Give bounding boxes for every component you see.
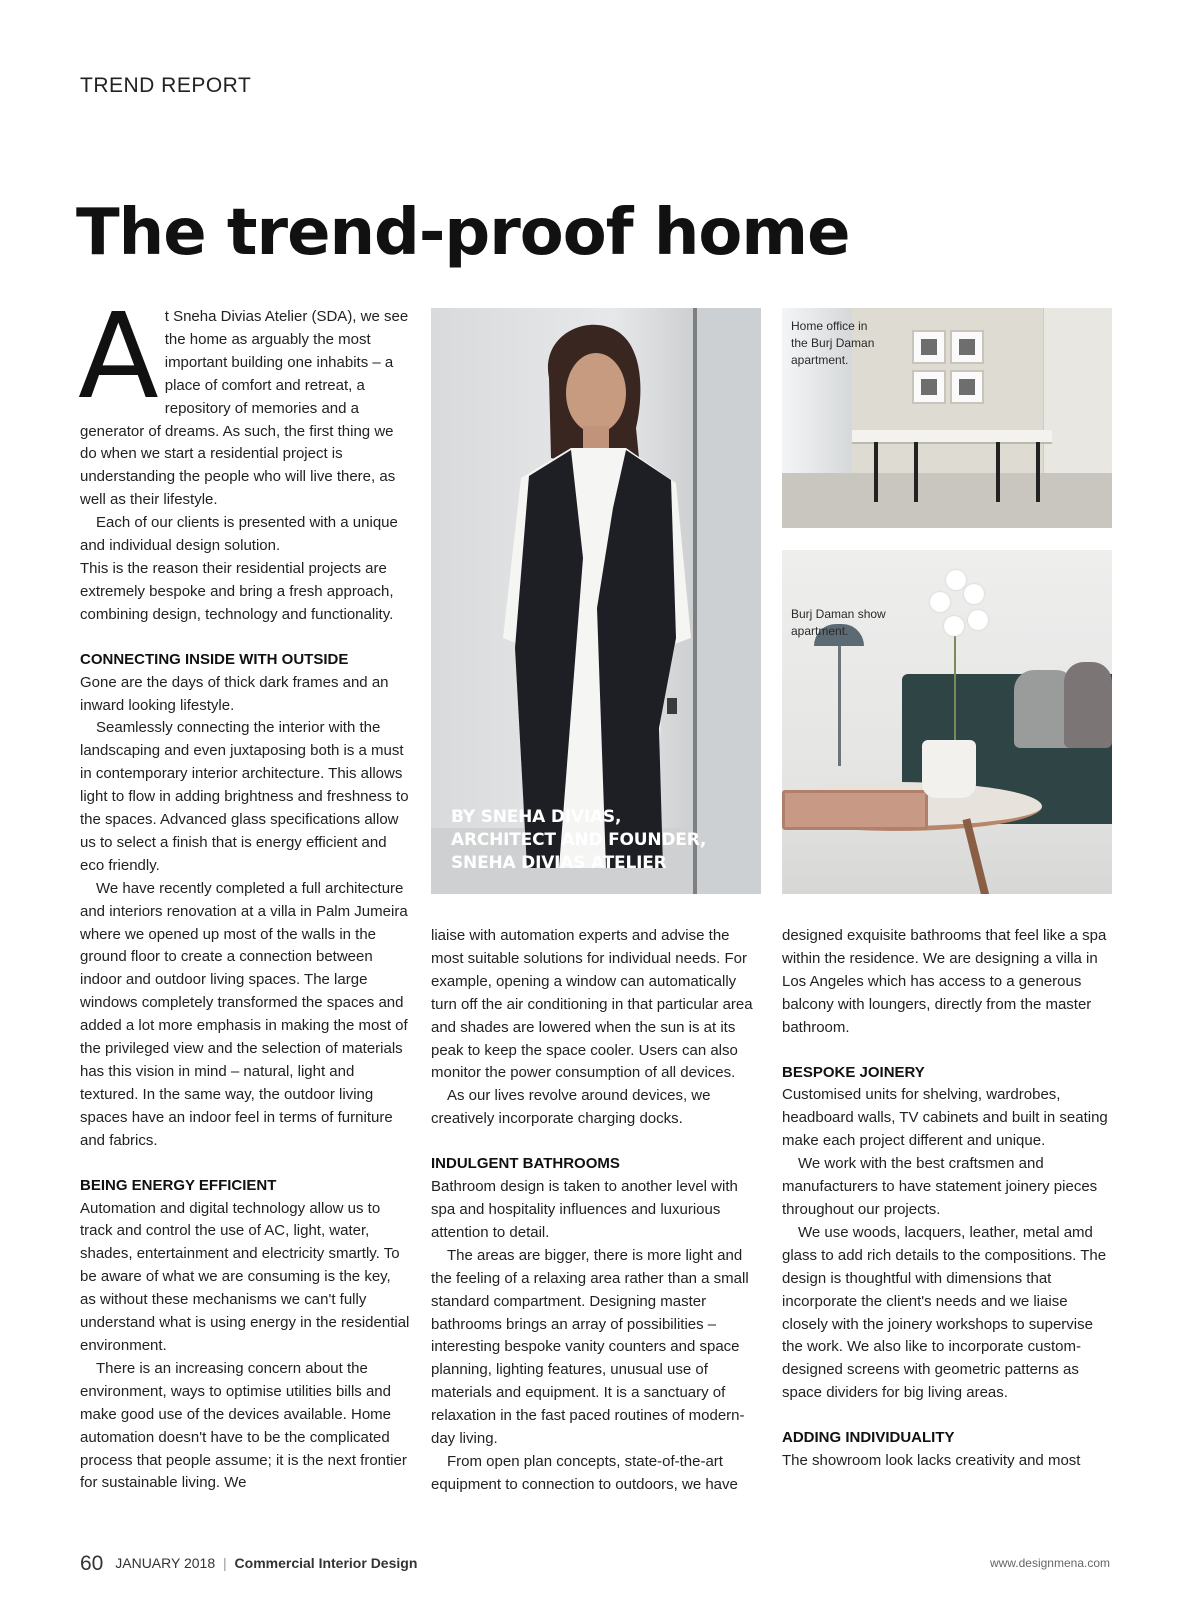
plant-pot bbox=[922, 740, 976, 798]
living-caption-line: apartment. bbox=[791, 624, 849, 638]
subheading-energy: BEING ENERGY EFFICIENT bbox=[80, 1176, 277, 1194]
paragraph: We have recently completed a full architecture and interiors renovation at a villa in Palm Jumeira where we opened up most of the walls in the ground floor to create a connection between indoor and outdoor living spaces. The large windows completely transformed the spaces and added a lot more emphasis in making the most of the privileged view and the selection of materials has this vision in mind – natural, light and textured. In the same way, the outdoor living spaces have an indoor feel in terms of furniture and fabrics. bbox=[80, 879, 408, 1149]
paragraph: Customised units for shelving, wardrobes, headboard walls, TV cabinets and built in seating make each project different and unique. bbox=[782, 1086, 1108, 1150]
wall-frame bbox=[912, 370, 946, 404]
article-title: The trend-proof home bbox=[76, 196, 850, 270]
intro-paragraph bbox=[78, 287, 410, 512]
paragraph: Gone are the days of thick dark frames and an inward looking lifestyle. bbox=[80, 673, 389, 714]
issue-date: JANUARY 2018 bbox=[115, 1555, 216, 1571]
magazine-name: Commercial Interior Design bbox=[234, 1555, 418, 1571]
wall-frame bbox=[950, 370, 984, 404]
tray-shape bbox=[782, 790, 928, 830]
portrait-caption-line: ARCHITECT AND FOUNDER, bbox=[451, 830, 707, 850]
office-caption-line: Home office in bbox=[791, 319, 868, 333]
orchid-flowers bbox=[916, 570, 996, 650]
wall-frame bbox=[950, 330, 984, 364]
paragraph: As our lives revolve around devices, we creatively incorporate charging docks. bbox=[431, 1087, 711, 1128]
footer-separator: | bbox=[223, 1555, 227, 1571]
drop-cap: A bbox=[78, 287, 159, 425]
text-column-1 bbox=[78, 287, 410, 1495]
text-column-3 bbox=[782, 925, 1112, 1473]
portrait-caption bbox=[451, 806, 706, 875]
paragraph: The areas are bigger, there is more light and the feeling of a relaxing area rather than a small standard compartment. Designing master bathrooms brings an array of possibilities – interesting bespoke vanity counters and space planning, lighting features, unusual use of materials and equipment. It is a sanctuary of relaxation in the fast paced routines of modern-day living. bbox=[431, 1246, 749, 1448]
paragraph: liaise with automation experts and advise the most suitable solutions for individual needs. For example, opening a window can automatically turn off the air conditioning in that particular area and shades are lowered when the sun is at its peak to keep the space cooler. Users can also monitor the power consumption of all devices. bbox=[431, 927, 753, 1082]
paragraph: We work with the best craftsmen and manufacturers to have statement joinery pieces throughout our projects. bbox=[782, 1155, 1098, 1218]
subheading-bathrooms: INDULGENT BATHROOMS bbox=[431, 1155, 620, 1173]
desk-leg bbox=[996, 442, 1040, 502]
paragraph: This is the reason their residential projects are extremely bespoke and bring a fresh approach, combining design, technology and functionality. bbox=[80, 559, 394, 623]
desk-leg bbox=[874, 442, 918, 502]
table-leg bbox=[962, 818, 989, 894]
paragraph: designed exquisite bathrooms that feel like a spa within the residence. We are designing a villa in Los Angeles which has access to a generous balcony with loungers, directly from the master bathroom. bbox=[782, 927, 1107, 1036]
office-caption bbox=[791, 318, 874, 369]
paragraph: We use woods, lacquers, leather, metal amd glass to add rich details to the compositions. The design is thoughtful with dimensions that incorporate the client's needs and we liaise closely with the joinery workshops to supervise the work. We also like to incorporate custom-designed screens with geometric patterns as space dividers for big living areas. bbox=[782, 1223, 1107, 1402]
office-caption-line: apartment. bbox=[791, 353, 849, 367]
cushion-shape bbox=[1064, 662, 1112, 748]
wall-frame bbox=[912, 330, 946, 364]
section-label: TREND REPORT bbox=[80, 74, 252, 97]
office-caption-line: the Burj Daman bbox=[791, 336, 875, 350]
paragraph: Each of our clients is presented with a unique and individual design solution. bbox=[80, 514, 398, 555]
living-room-photo bbox=[782, 550, 1112, 894]
page-number: 60 bbox=[80, 1552, 104, 1575]
text-column-2 bbox=[431, 925, 761, 1497]
subheading-joinery: BESPOKE JOINERY bbox=[782, 1063, 925, 1081]
lamp-pole bbox=[838, 646, 841, 766]
paragraph: Bathroom design is taken to another level with spa and hospitality influences and luxurious attention to detail. bbox=[431, 1178, 738, 1241]
paragraph: The showroom look lacks creativity and most bbox=[782, 1452, 1081, 1470]
intro-text: t Sneha Divias Atelier (SDA), we see the home as arguably the most important building one inhabits – a place of comfort and retreat, a repository of memories and a generator of dreams. As such, the first thing we do when we start a residential project is understanding the people who will live there, as well as their lifestyle. bbox=[80, 308, 409, 509]
paragraph: Seamlessly connecting the interior with the landscaping and even juxtaposing both is a must in contemporary interior architecture. This allows light to flow in adding brightness and freshness to the spaces. Advanced glass specifications allow us to select a finish that is energy efficient and eco friendly. bbox=[80, 719, 409, 874]
paragraph: Automation and digital technology allow us to track and control the use of AC, light, water, shades, entertainment and electricity smartly. To be aware of what we are consuming is the key, as without these mechanisms we can't fully understand what is using energy in the residential environment. bbox=[80, 1199, 410, 1354]
paragraph: From open plan concepts, state-of-the-art equipment to connection to outdoors, we have bbox=[431, 1452, 738, 1493]
portrait-photo bbox=[431, 308, 761, 894]
footer-left bbox=[80, 1552, 417, 1576]
portrait-caption-line: BY SNEHA DIVIAS, bbox=[451, 807, 622, 827]
rug-shape bbox=[782, 473, 1112, 528]
portrait-caption-line: SNEHA DIVIAS ATELIER bbox=[451, 853, 667, 873]
subheading-individuality: ADDING INDIVIDUALITY bbox=[782, 1429, 955, 1447]
paragraph: There is an increasing concern about the environment, ways to optimise utilities bills and make good use of the devices available. Home automation doesn't have to be the complicated process that people assume; it is the next frontier for sustainable living. We bbox=[80, 1359, 407, 1492]
website-url: www.designmena.com bbox=[989, 1556, 1110, 1570]
living-caption bbox=[791, 606, 886, 640]
subheading-connecting: CONNECTING INSIDE WITH OUTSIDE bbox=[80, 650, 349, 668]
living-caption-line: Burj Daman show bbox=[791, 607, 886, 621]
